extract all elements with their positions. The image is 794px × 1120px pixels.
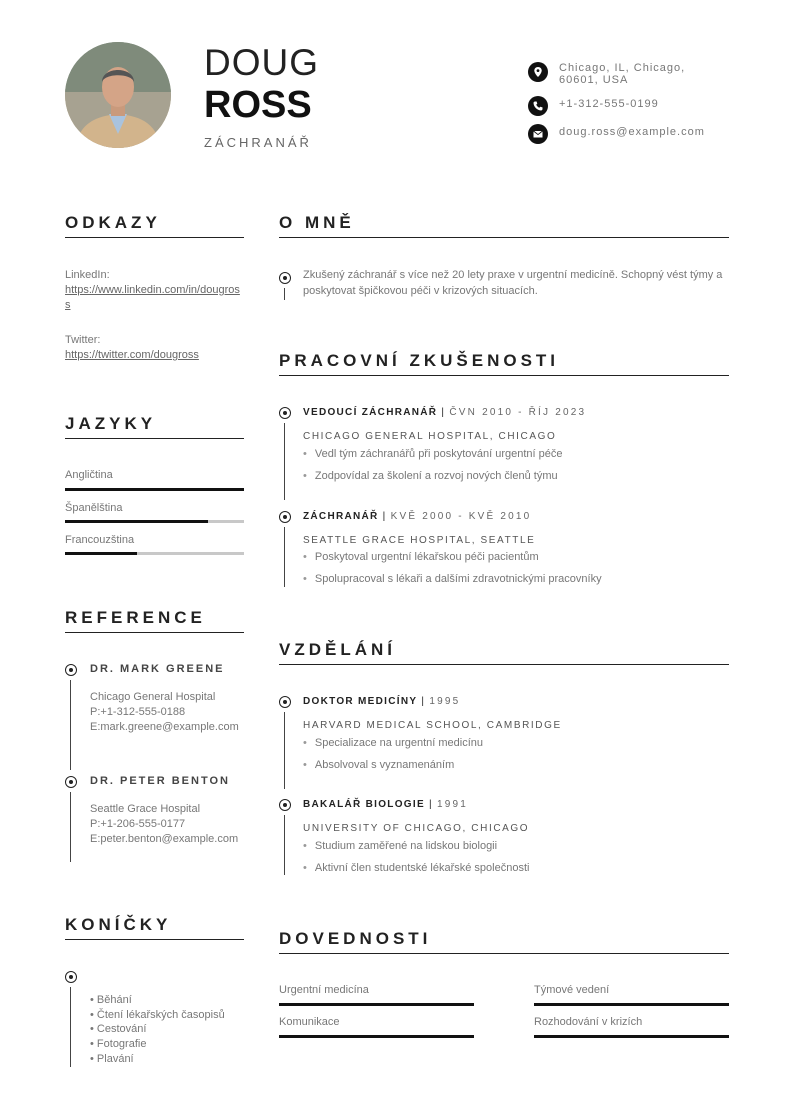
links-rule xyxy=(65,237,244,238)
hobby-item: • Fotografie xyxy=(90,1037,225,1052)
experience-bullet: • Poskytoval urgentní lékařskou péči pacientům xyxy=(303,551,539,563)
experience-header: ZÁCHRANÁŘ | KVĚ 2000 - KVĚ 2010 xyxy=(303,511,532,522)
hobby-item: • Plavání xyxy=(90,1052,225,1067)
phone-icon xyxy=(528,96,548,116)
linkedin-link[interactable]: https://www.linkedin.com/in/dougross xyxy=(65,284,240,311)
experience-bullet: • Zodpovídal za školení a rozvoj nových členů týmu xyxy=(303,470,558,482)
twitter-link[interactable]: https://twitter.com/dougross xyxy=(65,349,199,361)
references-rule xyxy=(65,632,244,633)
education-header: DOKTOR MEDICÍNY | 1995 xyxy=(303,696,461,707)
contact-phone xyxy=(528,96,709,116)
references-title: REFERENCE xyxy=(65,608,206,627)
language-name: Španělština xyxy=(65,502,123,514)
skills-rule xyxy=(279,953,729,954)
contact-address xyxy=(528,62,709,86)
reference-details xyxy=(90,802,244,847)
first-name: DOUG xyxy=(204,42,319,83)
linkedin-label: LinkedIn: xyxy=(65,269,110,281)
language-level-bar xyxy=(65,520,244,523)
timeline-dot-icon xyxy=(279,511,291,523)
reference-details xyxy=(90,690,244,735)
experience-bullet: • Vedl tým záchranářů při poskytování urgentní péče xyxy=(303,448,563,460)
email-text: doug.ross@example.com xyxy=(559,126,705,138)
experience-org: SEATTLE GRACE HOSPITAL, SEATTLE xyxy=(303,535,536,546)
hobbies-rule xyxy=(65,939,244,940)
education-school: UNIVERSITY OF CHICAGO, CHICAGO xyxy=(303,823,530,834)
last-name: ROSS xyxy=(204,84,312,126)
skills-title: DOVEDNOSTI xyxy=(279,929,432,948)
education-school: HARVARD MEDICAL SCHOOL, CAMBRIDGE xyxy=(303,720,562,731)
reference-org: Chicago General Hospital xyxy=(90,691,216,703)
contact-email xyxy=(528,124,709,144)
experience-period: KVĚ 2000 - KVĚ 2010 xyxy=(390,511,532,522)
education-rule xyxy=(279,664,729,665)
timeline-line xyxy=(284,288,285,300)
phone-text: +1-312-555-0199 xyxy=(559,98,659,110)
language-level-fill xyxy=(65,552,137,555)
timeline-line xyxy=(70,680,71,770)
language-level-bar xyxy=(65,552,244,555)
reference-email: E:mark.greene@example.com xyxy=(90,721,239,733)
about-rule xyxy=(279,237,729,238)
language-level-bar xyxy=(65,488,244,491)
map-pin-icon xyxy=(528,62,548,82)
skill-name: Rozhodování v krizích xyxy=(534,1016,643,1028)
education-header: BAKALÁŘ BIOLOGIE | 1991 xyxy=(303,799,469,810)
education-degree: DOKTOR MEDICÍNY xyxy=(303,696,418,707)
timeline-line xyxy=(284,423,285,500)
experience-bullet: • Spolupracoval s lékaři a dalšími zdravotnickými pracovníky xyxy=(303,573,602,585)
hobby-item: • Čtení lékařských časopisů xyxy=(90,1008,225,1023)
experience-header: VEDOUCÍ ZÁCHRANÁŘ | ČVN 2010 - ŘÍJ 2023 xyxy=(303,407,587,418)
timeline-dot-icon xyxy=(279,272,291,284)
reference-name: DR. MARK GREENE xyxy=(90,663,225,675)
timeline-dot-icon xyxy=(65,664,77,676)
address-text: Chicago, IL, Chicago, 60601, USA xyxy=(559,62,686,86)
envelope-icon xyxy=(528,124,548,144)
skill-bar xyxy=(279,1035,474,1038)
timeline-line xyxy=(284,815,285,875)
hobbies-title: KONÍČKY xyxy=(65,915,172,934)
skill-bar xyxy=(534,1035,729,1038)
education-bullet: • Absolvoval s vyznamenáním xyxy=(303,759,454,771)
about-text: Zkušený záchranář s více než 20 lety praxe v urgentní medicíně. Schopný vést týmy a poskytovat špičkovou péči v krizových situacích. xyxy=(303,269,723,297)
reference-email: E:peter.benton@example.com xyxy=(90,833,239,845)
links-title: ODKAZY xyxy=(65,213,161,232)
timeline-dot-icon xyxy=(279,407,291,419)
education-degree: BAKALÁŘ BIOLOGIE xyxy=(303,799,425,810)
reference-phone: P:+1-206-555-0177 xyxy=(90,818,186,830)
education-bullet: • Specializace na urgentní medicínu xyxy=(303,737,483,749)
timeline-dot-icon xyxy=(65,776,77,788)
twitter-label: Twitter: xyxy=(65,334,101,346)
experience-role: ZÁCHRANÁŘ xyxy=(303,511,379,522)
skill-name: Urgentní medicína xyxy=(279,984,369,996)
timeline-dot-icon xyxy=(279,799,291,811)
education-period: 1991 xyxy=(436,799,469,810)
timeline-dot-icon xyxy=(279,696,291,708)
education-title: VZDĚLÁNÍ xyxy=(279,640,396,659)
language-level-fill xyxy=(65,488,244,491)
timeline-dot-icon xyxy=(65,971,77,983)
skill-name: Komunikace xyxy=(279,1016,340,1028)
about-title: O MNĚ xyxy=(279,213,355,232)
education-period: 1995 xyxy=(429,696,461,707)
profile-photo xyxy=(65,42,171,148)
links-item-linkedin xyxy=(65,268,243,313)
reference-phone: P:+1-312-555-0188 xyxy=(90,706,186,718)
timeline-line xyxy=(284,527,285,587)
language-name: Francouzština xyxy=(65,534,135,546)
job-title: ZÁCHRANÁŘ xyxy=(204,135,312,150)
hobby-item: • Běhání xyxy=(90,993,225,1008)
timeline-line xyxy=(284,712,285,789)
hobby-item: • Cestování xyxy=(90,1022,225,1037)
languages-title: JAZYKY xyxy=(65,414,157,433)
timeline-line xyxy=(70,792,71,862)
language-level-fill xyxy=(65,520,208,523)
reference-org: Seattle Grace Hospital xyxy=(90,803,201,815)
experience-org: CHICAGO GENERAL HOSPITAL, CHICAGO xyxy=(303,431,557,442)
skill-name: Týmové vedení xyxy=(534,984,610,996)
experience-rule xyxy=(279,375,729,376)
education-bullet: • Studium zaměřené na lidskou biologii xyxy=(303,840,497,852)
links-item-twitter xyxy=(65,333,243,363)
hobbies-list xyxy=(90,993,225,1067)
skill-bar xyxy=(534,1003,729,1006)
reference-name: DR. PETER BENTON xyxy=(90,775,230,787)
skill-bar xyxy=(279,1003,474,1006)
languages-rule xyxy=(65,438,244,439)
experience-period: ČVN 2010 - ŘÍJ 2023 xyxy=(449,407,587,418)
timeline-line xyxy=(70,987,71,1067)
experience-role: VEDOUCÍ ZÁCHRANÁŘ xyxy=(303,407,438,418)
language-name: Angličtina xyxy=(65,469,113,481)
experience-title: PRACOVNÍ ZKUŠENOSTI xyxy=(279,351,560,370)
education-bullet: • Aktivní člen studentské lékařské společnosti xyxy=(303,862,529,874)
